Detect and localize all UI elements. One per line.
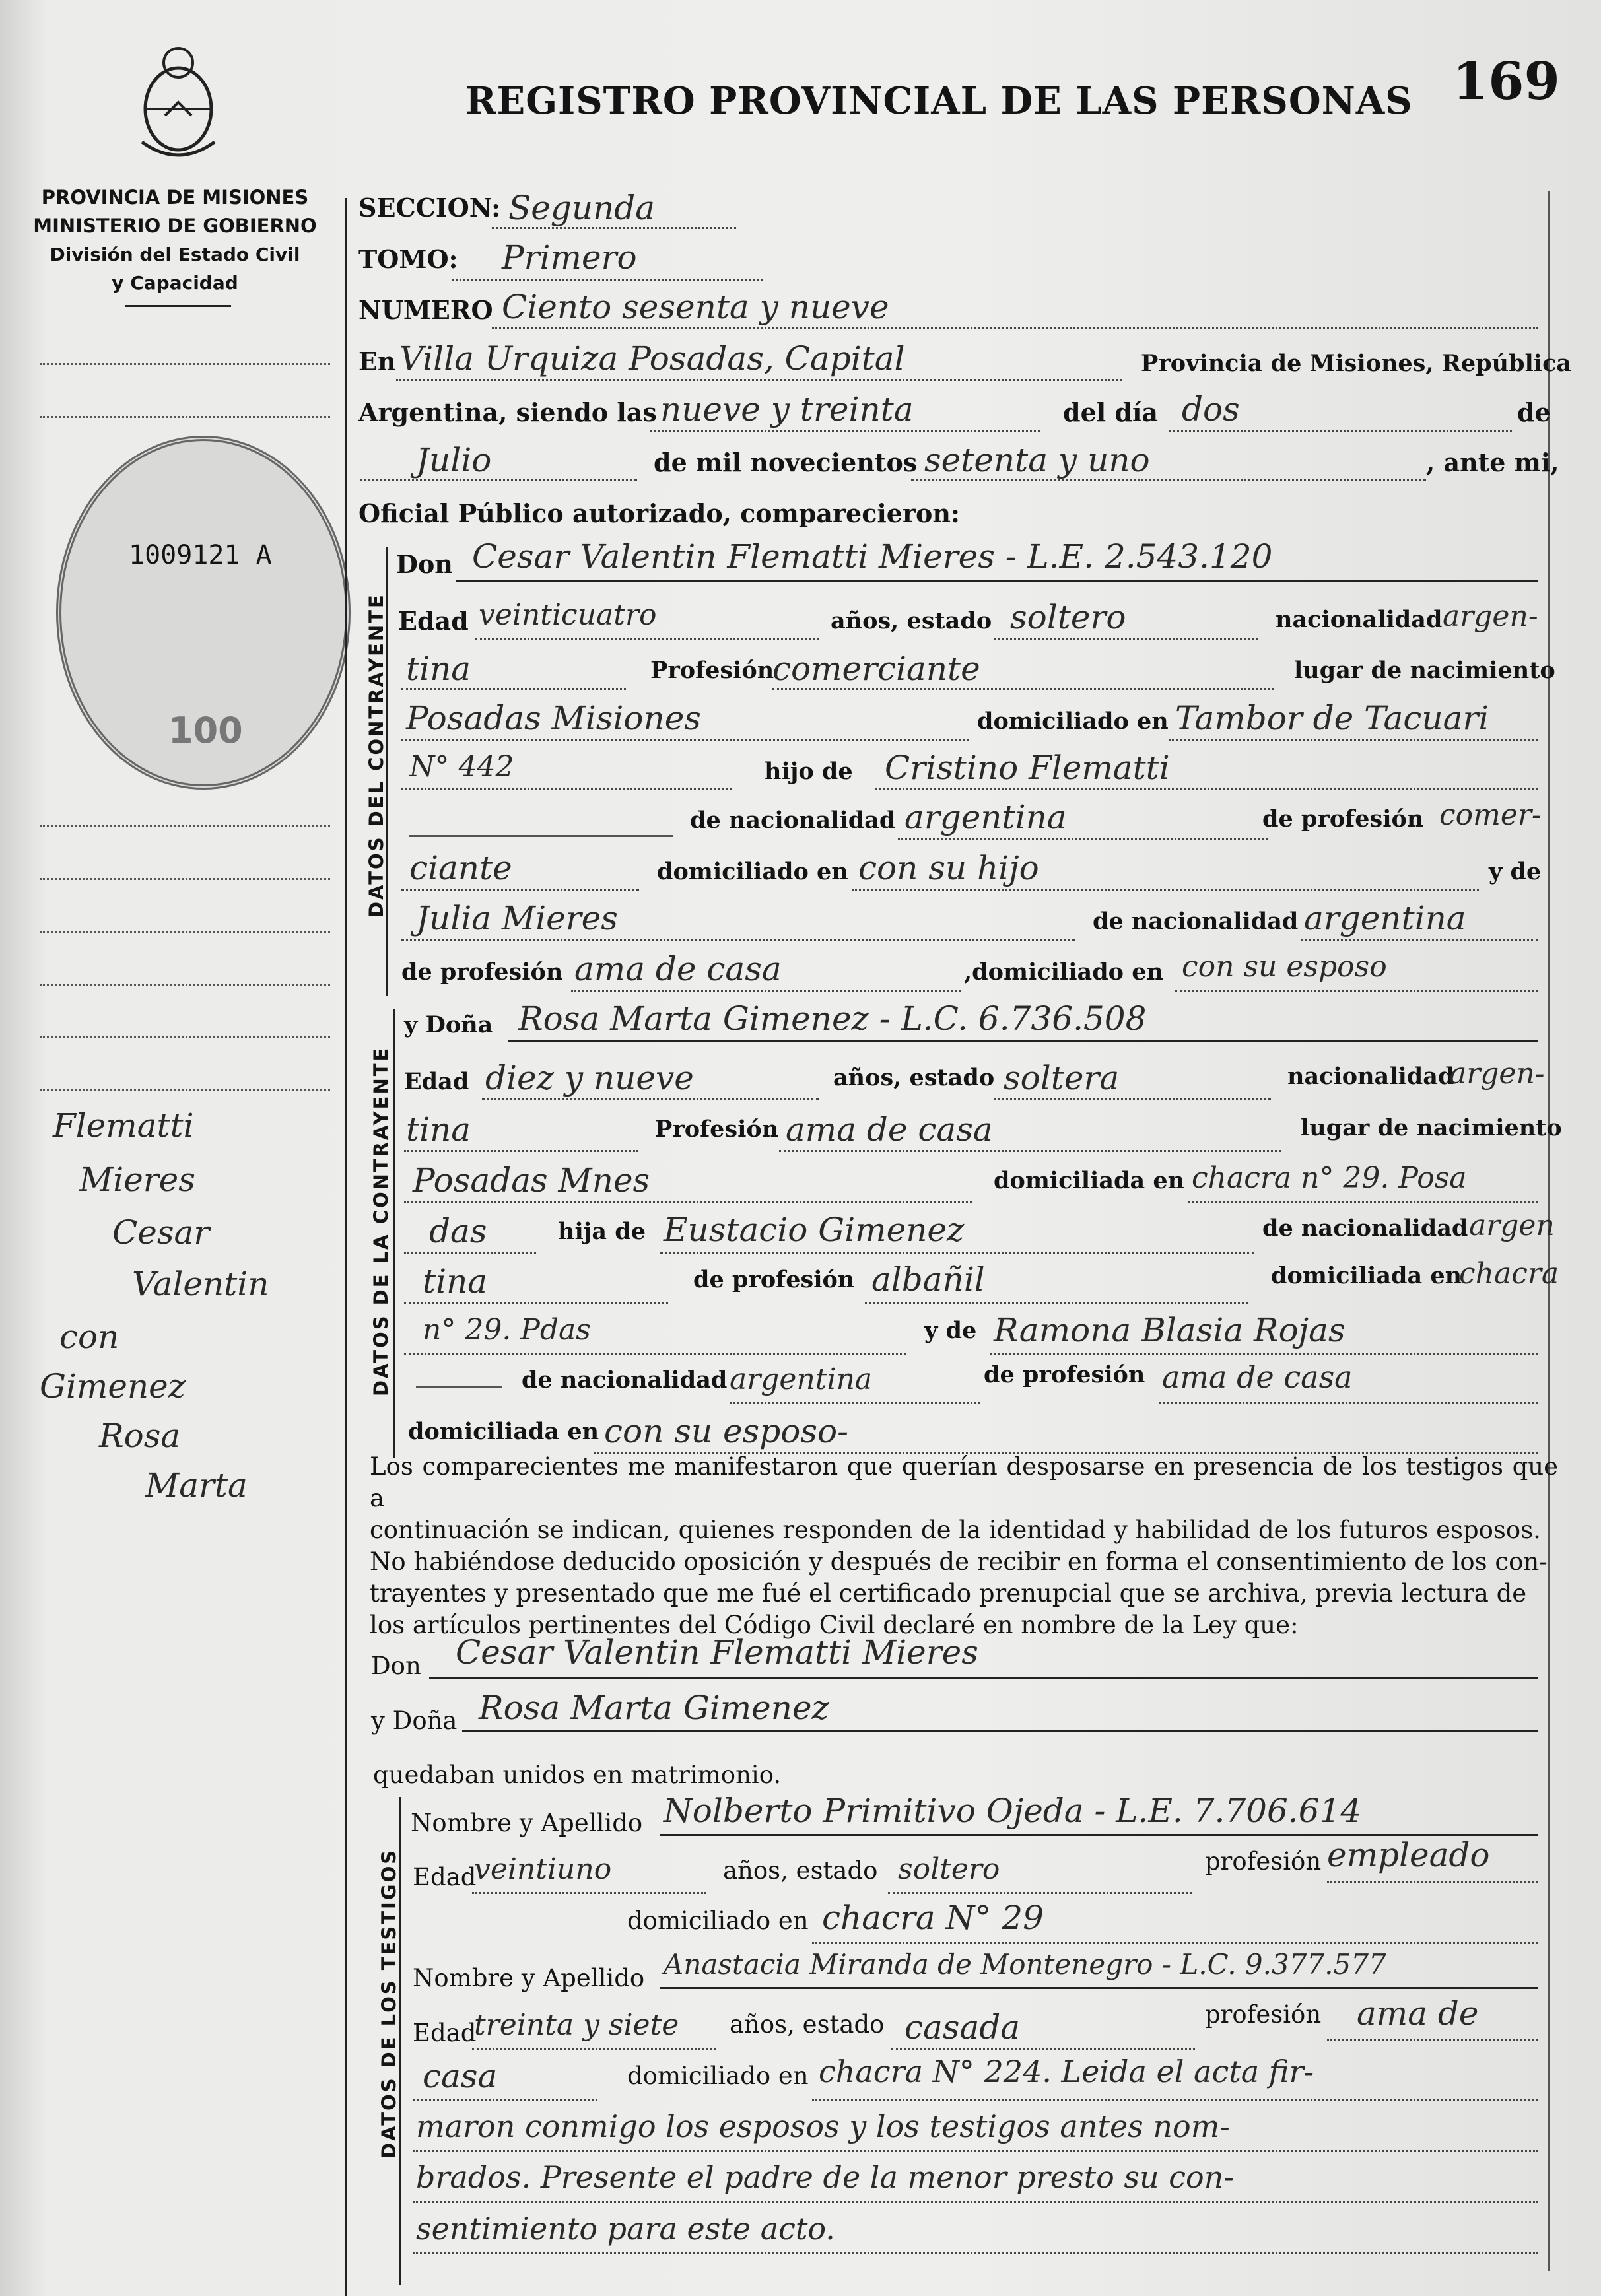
margin-signature-4: Valentin bbox=[132, 1265, 269, 1303]
t2-domicilio-value: chacra N° 224. Leida el acta fir- bbox=[819, 2054, 1314, 2089]
madre-nac-value: argentina bbox=[1304, 899, 1466, 937]
margin-line bbox=[40, 1089, 330, 1091]
y-de-label: y de bbox=[1489, 858, 1542, 885]
numero-value: Ciento sesenta y nueve bbox=[502, 288, 889, 326]
hora-value: nueve y treinta bbox=[660, 390, 914, 428]
section-label-contrayente-2: DATOS DE LA CONTRAYENTE bbox=[370, 1046, 392, 1396]
t1-domicilio-label: domiciliado en bbox=[627, 1907, 809, 1935]
t1-nombre-value: Nolberto Primitivo Ojeda - L.E. 7.706.614 bbox=[664, 1792, 1362, 1830]
t1-profesion-label: profesión bbox=[1205, 1847, 1322, 1875]
t2-nombre-value: Anastacia Miranda de Montenegro - L.C. 9.377.577 bbox=[664, 1948, 1386, 1980]
padre-dom-value-2b: n° 29. Pdas bbox=[423, 1313, 591, 1347]
org-province: PROVINCIA DE MISIONES bbox=[41, 186, 309, 209]
lugar-label: lugar de nacimiento bbox=[1294, 657, 1555, 684]
hijo-label: hijo de bbox=[765, 758, 853, 785]
org-division: División del Estado Civil bbox=[50, 244, 300, 265]
dia-value: dos bbox=[1182, 390, 1240, 428]
section-label-testigos: DATOS DE LOS TESTIGOS bbox=[378, 1848, 400, 2159]
provincia-label: Provincia de Misiones, República bbox=[1141, 350, 1572, 377]
decl-dona-field bbox=[462, 1730, 1538, 1732]
padre-prof-value-a: comer- bbox=[1439, 798, 1542, 832]
margin-line bbox=[40, 984, 330, 986]
anio-value: setenta y uno bbox=[924, 441, 1150, 479]
estado-value: soltero bbox=[1010, 598, 1126, 636]
hija-label: hija de bbox=[558, 1218, 646, 1245]
nacionalidad-value-a: argen- bbox=[1443, 599, 1538, 633]
margin-line bbox=[40, 1036, 330, 1038]
section-label-contrayente: DATOS DEL CONTRAYENTE bbox=[365, 593, 388, 918]
declaracion-line-3: No habiéndose deducido oposición y después de recibir en forma el consentimiento de los con- bbox=[370, 1547, 1548, 1576]
padre-dom-value: con su hijo bbox=[858, 849, 1039, 887]
madre-nac-value-2: argentina bbox=[730, 1363, 873, 1396]
cierre-line-1: maron conmigo los esposos y los testigos antes nom- bbox=[416, 2109, 1230, 2144]
section-bracket bbox=[393, 1009, 395, 1458]
don-field bbox=[456, 580, 1538, 582]
blank-line bbox=[416, 1386, 502, 1388]
mes-field bbox=[360, 450, 637, 481]
t2-edad-value: treinta y siete bbox=[474, 2008, 679, 2042]
argentina-label: Argentina, siendo las bbox=[358, 397, 657, 427]
estado-label-2: años, estado bbox=[833, 1064, 995, 1091]
lugar-value: Posadas Misiones bbox=[406, 699, 701, 737]
margin-signature-8: Marta bbox=[145, 1466, 248, 1504]
t1-domicilio-value: chacra N° 29 bbox=[822, 1899, 1044, 1937]
madre-value: Julia Mieres bbox=[416, 899, 618, 937]
madre-prof-label-2: de profesión bbox=[984, 1361, 1145, 1388]
t2-edad-label: Edad bbox=[413, 2019, 477, 2047]
t2-estado-value: casada bbox=[904, 2008, 1021, 2046]
cierre-line-3: sentimiento para este acto. bbox=[416, 2211, 835, 2246]
declaracion-line-4: trayentes y presentado que me fué el certificado prenupcial que se archiva, previa lectura de bbox=[370, 1579, 1527, 1607]
t1-nombre-label: Nombre y Apellido bbox=[411, 1809, 643, 1837]
estado-value-2: soltera bbox=[1004, 1059, 1120, 1097]
padre-dom-label: domiciliado en bbox=[657, 858, 848, 885]
issuing-office bbox=[20, 184, 330, 297]
t2-estado-label: años, estado bbox=[730, 2010, 885, 2039]
margin-signature-5: con bbox=[59, 1318, 119, 1356]
domicilio-label-2: domiciliada en bbox=[994, 1167, 1185, 1194]
domicilio-value-a: Tambor de Tacuari bbox=[1175, 699, 1489, 737]
padre-nac-value-2b: tina bbox=[423, 1262, 488, 1300]
padre-prof-value-2: albañil bbox=[871, 1260, 985, 1299]
t2-domicilio-label: domiciliado en bbox=[627, 2062, 809, 2090]
decl-dona-label: y Doña bbox=[371, 1706, 458, 1735]
ante-label: , ante mi, bbox=[1426, 448, 1559, 477]
edad-label-2: Edad bbox=[404, 1068, 469, 1095]
nacionalidad-value-2a: argen- bbox=[1449, 1057, 1545, 1091]
nacionalidad-label: nacionalidad bbox=[1276, 606, 1443, 633]
padre-nac-label: de nacionalidad bbox=[690, 807, 896, 834]
margin-signature-3: Cesar bbox=[112, 1213, 210, 1252]
margin-line bbox=[40, 825, 330, 827]
margin-rule bbox=[345, 198, 347, 2296]
org-ministry: MINISTERIO DE GOBIERNO bbox=[33, 215, 317, 237]
don-label: Don bbox=[396, 549, 453, 579]
anio-label: de mil novecientos bbox=[654, 448, 918, 477]
decl-don-label: Don bbox=[371, 1652, 421, 1680]
padre-value: Cristino Flematti bbox=[885, 749, 1170, 787]
t2-profesion-label: profesión bbox=[1205, 2000, 1322, 2029]
seccion-value: Segunda bbox=[508, 189, 656, 227]
padre-nac-label-2: de nacionalidad bbox=[1262, 1215, 1468, 1242]
numero-label: NUMERO bbox=[358, 295, 493, 325]
seccion-label: SECCION: bbox=[358, 193, 501, 222]
margin-line bbox=[40, 363, 330, 365]
edad-label: Edad bbox=[398, 606, 469, 636]
decl-don-field bbox=[429, 1677, 1538, 1679]
lugar-label-2: lugar de nacimiento bbox=[1301, 1114, 1562, 1141]
domicilio-value-2a: chacra n° 29. Posa bbox=[1192, 1161, 1467, 1195]
margin-line bbox=[40, 416, 330, 418]
declaracion-line-2: continuación se indican, quienes responden de la identidad y habilidad de los futuros esposos. bbox=[370, 1516, 1541, 1544]
y-de-label-2: y de bbox=[924, 1317, 977, 1344]
oficial-label: Oficial Público autorizado, comparecieron: bbox=[358, 498, 960, 528]
del-dia-label: del día bbox=[1063, 397, 1159, 427]
padre-prof-label: de profesión bbox=[1262, 805, 1424, 832]
estado-label: años, estado bbox=[831, 607, 992, 634]
t2-profesion-value-b: casa bbox=[423, 2057, 498, 2095]
profesion-value: comerciante bbox=[772, 650, 980, 688]
cierre-line-2: brados. Presente el padre de la menor presto su con- bbox=[416, 2159, 1234, 2195]
page-number: 169 bbox=[1452, 51, 1560, 112]
de-label: de bbox=[1517, 397, 1551, 427]
padre-value-2: Eustacio Gimenez bbox=[664, 1211, 965, 1249]
padre-prof-label-2: de profesión bbox=[693, 1266, 855, 1293]
madre-prof-label: de profesión bbox=[401, 959, 563, 986]
nacionalidad-label-2: nacionalidad bbox=[1287, 1063, 1454, 1090]
madre-nac-label-2: de nacionalidad bbox=[522, 1367, 728, 1394]
profesion-value-2: ama de casa bbox=[786, 1110, 993, 1149]
edad-value: veinticuatro bbox=[479, 598, 657, 632]
padre-prof-value-b: ciante bbox=[409, 849, 512, 887]
declaracion-line-5: los artículos pertinentes del Código Civil declaré en nombre de la Ley que: bbox=[370, 1611, 1299, 1639]
en-label: En bbox=[358, 347, 396, 376]
madre-prof-value-2: ama de casa bbox=[1162, 1359, 1353, 1395]
margin-signature-6: Gimenez bbox=[40, 1367, 186, 1405]
contrayente-nombre: Cesar Valentin Flematti Mieres - L.E. 2.543.120 bbox=[472, 537, 1273, 576]
declaracion-line-1: Los comparecientes me manifestaron que querían desposarse en presencia de los testigos que a bbox=[370, 1452, 1558, 1512]
madre-dom-label-2: domiciliada en bbox=[408, 1418, 599, 1445]
madre-value-2: Ramona Blasia Rojas bbox=[994, 1311, 1346, 1349]
nacionalidad-value-b: tina bbox=[406, 650, 471, 688]
domicilio-value-2b: das bbox=[429, 1212, 487, 1250]
coat-of-arms-icon bbox=[129, 36, 228, 162]
org-underline bbox=[125, 305, 231, 307]
page-title: REGISTRO PROVINCIAL DE LAS PERSONAS bbox=[465, 79, 1413, 123]
t1-estado-label: años, estado bbox=[723, 1856, 878, 1885]
nacionalidad-value-2b: tina bbox=[406, 1110, 471, 1149]
t2-profesion-value-a: ama de bbox=[1357, 1994, 1479, 2033]
profesion-label: Profesión bbox=[650, 657, 774, 684]
decl-dona-value: Rosa Marta Gimenez bbox=[479, 1689, 829, 1727]
stamp-number: 1009121 A bbox=[129, 540, 272, 570]
contrayente2-nombre: Rosa Marta Gimenez - L.C. 6.736.508 bbox=[518, 999, 1147, 1038]
tomo-label: TOMO: bbox=[358, 244, 458, 274]
mes-value: Julio bbox=[416, 441, 492, 479]
stamp-value: 100 bbox=[168, 710, 243, 751]
madre-dom-value: con su esposo bbox=[1182, 950, 1387, 984]
edad-value-2: diez y nueve bbox=[485, 1059, 694, 1097]
org-division-2: y Capacidad bbox=[112, 272, 238, 294]
t2-nombre-label: Nombre y Apellido bbox=[413, 1964, 645, 1992]
domicilio-label: domiciliado en bbox=[977, 708, 1169, 735]
margin-line bbox=[40, 878, 330, 880]
margin-signature-2: Mieres bbox=[79, 1161, 195, 1199]
madre-nac-label: de nacionalidad bbox=[1093, 908, 1299, 935]
unidos-text: quedaban unidos en matrimonio. bbox=[373, 1761, 782, 1789]
declaracion-text bbox=[370, 1451, 1558, 1641]
en-value: Villa Urquiza Posadas, Capital bbox=[399, 339, 905, 378]
decl-don-value: Cesar Valentin Flematti Mieres bbox=[456, 1633, 978, 1671]
dona-field bbox=[508, 1040, 1538, 1042]
t1-profesion-value: empleado bbox=[1327, 1836, 1490, 1874]
margin-signature-1: Flematti bbox=[53, 1106, 194, 1145]
tomo-value: Primero bbox=[502, 238, 637, 277]
t1-estado-value: soltero bbox=[898, 1852, 1000, 1886]
padre-nac-value-2a: argen bbox=[1469, 1209, 1555, 1242]
blank-line bbox=[409, 835, 673, 837]
domicilio-value-b: N° 442 bbox=[409, 750, 514, 784]
padre-dom-value-2a: chacra bbox=[1459, 1257, 1559, 1291]
madre-prof-value: ama de casa bbox=[574, 950, 782, 988]
lugar-value-2: Posadas Mnes bbox=[413, 1161, 650, 1199]
profesion-label-2: Profesión bbox=[655, 1116, 779, 1143]
padre-dom-label-2: domiciliada en bbox=[1271, 1262, 1462, 1289]
t1-edad-value: veintiuno bbox=[474, 1852, 612, 1886]
padre-nac-value: argentina bbox=[904, 798, 1067, 836]
margin-line bbox=[40, 931, 330, 933]
madre-dom-value-2: con su esposo- bbox=[604, 1412, 848, 1450]
margin-signature-7: Rosa bbox=[99, 1417, 181, 1455]
dona-label: y Doña bbox=[404, 1011, 493, 1038]
madre-dom-label: ,domiciliado en bbox=[964, 959, 1163, 986]
t1-edad-label: Edad bbox=[413, 1863, 477, 1891]
t2-nombre-field bbox=[660, 1987, 1538, 1989]
